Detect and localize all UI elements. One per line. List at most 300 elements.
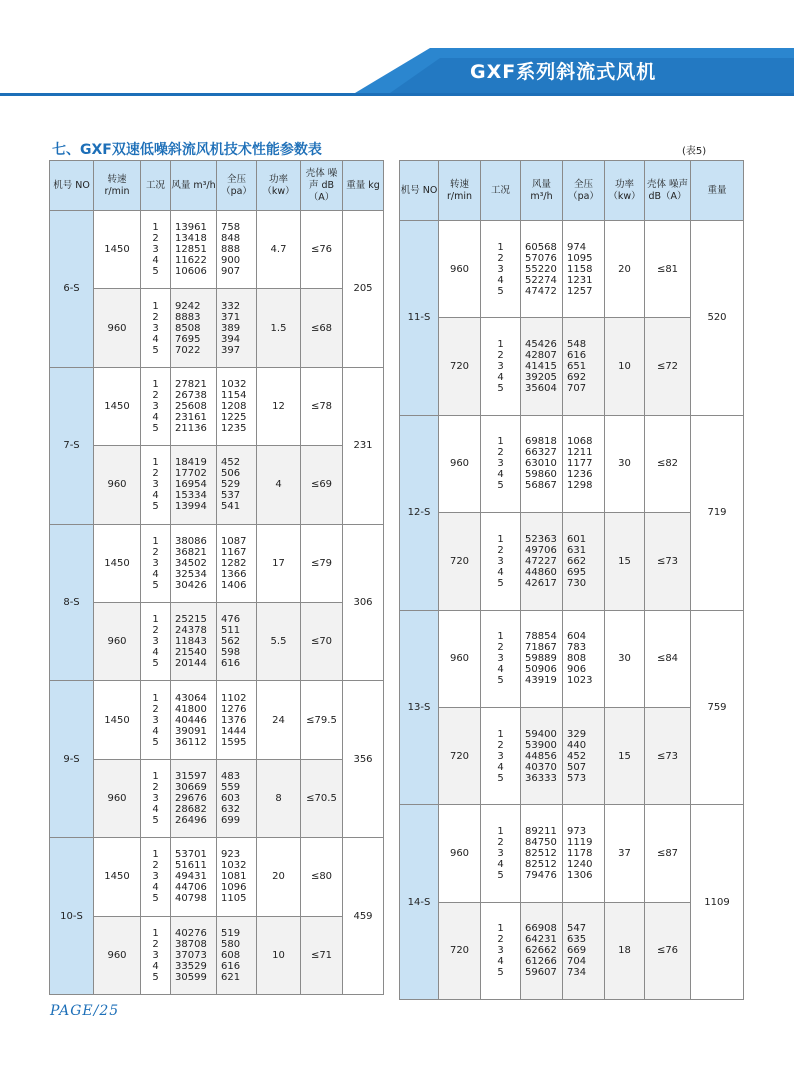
pressure-value: 547 [567, 923, 587, 935]
airflow-value: 33529 [175, 960, 207, 972]
pressure-value: 1298 [567, 480, 593, 492]
airflow-cell [171, 602, 217, 680]
airflow-value: 40370 [525, 761, 557, 773]
condition-value: 4 [497, 372, 504, 384]
condition-value: 2 [152, 938, 159, 950]
pressure-value: 598 [221, 647, 241, 659]
condition-value: 5 [152, 814, 159, 826]
pressure-value: 452 [221, 457, 241, 469]
pressure-value: 616 [567, 350, 587, 362]
airflow-value: 47472 [525, 285, 557, 297]
airflow-value: 36112 [175, 736, 207, 748]
airflow-cell [171, 759, 217, 837]
pressure-value: 632 [221, 803, 241, 815]
pressure-value: 888 [221, 244, 241, 256]
pressure-value: 1081 [221, 871, 247, 883]
speed-row [50, 211, 384, 289]
pressure-cell [217, 367, 257, 445]
airflow-value: 36821 [175, 546, 207, 558]
airflow-value: 64231 [525, 934, 557, 946]
speed-row [50, 681, 384, 759]
speed-cell: 960 [439, 805, 481, 902]
power-cell: 20 [605, 221, 645, 318]
pressure-value: 394 [221, 333, 241, 345]
pressure-value: 1102 [221, 692, 247, 704]
pressure-value: 1032 [221, 378, 247, 390]
airflow-value: 38086 [175, 535, 207, 547]
speed-row [400, 805, 744, 902]
model-cell: 14-S [400, 805, 439, 1000]
condition-value: 1 [152, 457, 159, 469]
condition-cell [481, 902, 521, 999]
pressure-cell [217, 211, 257, 289]
airflow-value: 43064 [175, 692, 207, 704]
pressure-value: 1306 [567, 870, 593, 882]
col-weight: 重量 kg [343, 161, 384, 211]
speed-cell: 960 [94, 446, 141, 524]
condition-value: 4 [152, 882, 159, 894]
pressure-value: 507 [567, 761, 587, 773]
airflow-value: 43919 [525, 675, 557, 687]
airflow-value: 11622 [175, 255, 207, 267]
airflow-value: 49706 [525, 544, 557, 556]
pressure-value: 1105 [221, 893, 247, 905]
speed-cell: 720 [439, 902, 481, 999]
power-cell: 4.7 [257, 211, 301, 289]
airflow-value: 78854 [525, 631, 557, 643]
condition-value: 4 [497, 956, 504, 968]
speed-cell: 1450 [94, 681, 141, 759]
speed-row [50, 602, 384, 680]
condition-value: 5 [152, 344, 159, 356]
pressure-value: 616 [221, 960, 241, 972]
power-cell: 10 [257, 916, 301, 994]
condition-value: 3 [152, 949, 159, 961]
noise-cell: ≤79.5 [301, 681, 343, 759]
pressure-cell [217, 289, 257, 367]
pressure-value: 1096 [221, 882, 247, 894]
airflow-cell [171, 211, 217, 289]
pressure-value: 758 [221, 222, 241, 234]
airflow-value: 18419 [175, 457, 207, 469]
airflow-value: 52274 [525, 274, 557, 286]
condition-value: 3 [497, 653, 504, 665]
weight-cell: 520 [691, 221, 744, 416]
condition-value: 4 [152, 647, 159, 659]
pressure-cell [217, 681, 257, 759]
pressure-value: 1406 [221, 579, 247, 591]
pressure-value: 1208 [221, 400, 247, 412]
airflow-value: 26496 [175, 814, 207, 826]
airflow-value: 69818 [525, 436, 557, 448]
condition-value: 2 [152, 860, 159, 872]
pressure-cell [563, 707, 605, 804]
power-cell: 37 [605, 805, 645, 902]
condition-value: 4 [152, 411, 159, 423]
condition-value: 5 [152, 266, 159, 278]
airflow-cell [171, 681, 217, 759]
airflow-value: 37073 [175, 949, 207, 961]
speed-cell: 960 [439, 221, 481, 318]
pressure-value: 1068 [567, 436, 593, 448]
airflow-cell [171, 838, 217, 916]
pressure-value: 1282 [221, 557, 247, 569]
speed-cell: 960 [94, 602, 141, 680]
airflow-value: 25608 [175, 400, 207, 412]
weight-cell: 759 [691, 610, 744, 805]
condition-value: 5 [497, 383, 504, 395]
condition-cell [141, 681, 171, 759]
pressure-value: 397 [221, 344, 241, 356]
condition-value: 2 [152, 703, 159, 715]
condition-value: 1 [152, 378, 159, 390]
pressure-value: 651 [567, 361, 587, 373]
pressure-value: 906 [567, 664, 587, 676]
condition-value: 5 [497, 772, 504, 784]
weight-cell: 719 [691, 415, 744, 610]
pressure-value: 730 [567, 577, 587, 589]
airflow-value: 31597 [175, 770, 207, 782]
power-cell: 15 [605, 707, 645, 804]
airflow-value: 79476 [525, 870, 557, 882]
speed-cell: 960 [439, 610, 481, 707]
condition-value: 5 [152, 422, 159, 434]
airflow-value: 17702 [175, 468, 207, 480]
airflow-value: 55220 [525, 263, 557, 275]
speed-cell: 720 [439, 318, 481, 415]
pressure-value: 519 [221, 927, 241, 939]
pressure-value: 1257 [567, 285, 593, 297]
noise-cell: ≤76 [645, 902, 691, 999]
col-pressure: 全压 （pa） [217, 161, 257, 211]
pressure-value: 389 [221, 322, 241, 334]
condition-value: 3 [152, 792, 159, 804]
airflow-value: 23161 [175, 411, 207, 423]
noise-cell: ≤70 [301, 602, 343, 680]
left-table-header [50, 161, 384, 211]
airflow-value: 41800 [175, 703, 207, 715]
airflow-value: 36333 [525, 772, 557, 784]
pressure-value: 616 [221, 658, 241, 670]
pressure-value: 662 [567, 555, 587, 567]
airflow-value: 71867 [525, 642, 557, 654]
pressure-value: 848 [221, 233, 241, 245]
condition-value: 1 [497, 339, 504, 351]
noise-cell: ≤72 [645, 318, 691, 415]
condition-value: 1 [497, 923, 504, 935]
speed-row [50, 446, 384, 524]
pressure-value: 1366 [221, 568, 247, 580]
pressure-cell [563, 415, 605, 512]
condition-value: 2 [497, 934, 504, 946]
airflow-cell [521, 513, 563, 610]
condition-value: 2 [497, 350, 504, 362]
condition-value: 2 [497, 544, 504, 556]
speed-row [400, 610, 744, 707]
pressure-value: 1444 [221, 725, 247, 737]
pressure-value: 900 [221, 255, 241, 267]
airflow-value: 30599 [175, 971, 207, 983]
airflow-value: 62662 [525, 945, 557, 957]
airflow-value: 44706 [175, 882, 207, 894]
pressure-value: 573 [567, 772, 587, 784]
airflow-value: 8508 [175, 322, 201, 334]
speed-row [50, 289, 384, 367]
pressure-value: 1032 [221, 860, 247, 872]
pressure-value: 1235 [221, 422, 247, 434]
noise-cell: ≤80 [301, 838, 343, 916]
airflow-value: 21540 [175, 647, 207, 659]
airflow-value: 66327 [525, 447, 557, 459]
airflow-value: 11843 [175, 636, 207, 648]
pressure-value: 907 [221, 266, 241, 278]
condition-value: 2 [152, 781, 159, 793]
condition-cell [481, 221, 521, 318]
noise-cell: ≤68 [301, 289, 343, 367]
pressure-value: 529 [221, 479, 241, 491]
airflow-value: 29676 [175, 792, 207, 804]
airflow-cell [171, 289, 217, 367]
condition-cell [481, 513, 521, 610]
condition-cell [481, 318, 521, 415]
pressure-value: 734 [567, 967, 587, 979]
condition-value: 1 [152, 614, 159, 626]
condition-cell [141, 916, 171, 994]
power-cell: 5.5 [257, 602, 301, 680]
condition-value: 3 [497, 555, 504, 567]
pressure-value: 1158 [567, 263, 593, 275]
pressure-cell [563, 513, 605, 610]
airflow-value: 15334 [175, 490, 207, 502]
col-model: 机号 NO [50, 161, 94, 211]
airflow-value: 82512 [525, 859, 557, 871]
airflow-cell [171, 367, 217, 445]
condition-value: 1 [152, 770, 159, 782]
right-table-header [400, 161, 744, 221]
condition-cell [481, 805, 521, 902]
condition-value: 3 [152, 244, 159, 256]
speed-cell: 960 [94, 759, 141, 837]
power-cell: 18 [605, 902, 645, 999]
pressure-cell [217, 602, 257, 680]
airflow-value: 47227 [525, 555, 557, 567]
condition-value: 5 [152, 736, 159, 748]
condition-value: 4 [152, 568, 159, 580]
condition-value: 3 [497, 945, 504, 957]
speed-cell: 960 [94, 289, 141, 367]
condition-value: 3 [152, 322, 159, 334]
power-cell: 20 [257, 838, 301, 916]
airflow-value: 34502 [175, 557, 207, 569]
pressure-value: 1225 [221, 411, 247, 423]
airflow-value: 40798 [175, 893, 207, 905]
table-note: (表5) [682, 146, 707, 157]
condition-value: 2 [152, 468, 159, 480]
noise-cell: ≤69 [301, 446, 343, 524]
speed-row [50, 524, 384, 602]
airflow-value: 27821 [175, 378, 207, 390]
left-spec-table [49, 160, 384, 995]
pressure-value: 692 [567, 372, 587, 384]
condition-value: 4 [497, 566, 504, 578]
condition-value: 2 [152, 546, 159, 558]
speed-cell: 960 [94, 916, 141, 994]
power-cell: 4 [257, 446, 301, 524]
condition-value: 1 [497, 533, 504, 545]
airflow-value: 12851 [175, 244, 207, 256]
airflow-value: 44856 [525, 750, 557, 762]
condition-value: 2 [152, 233, 159, 245]
pressure-value: 783 [567, 642, 587, 654]
speed-cell: 720 [439, 707, 481, 804]
condition-value: 4 [497, 274, 504, 286]
pressure-cell [217, 916, 257, 994]
pressure-value: 1023 [567, 675, 593, 687]
pressure-cell [217, 524, 257, 602]
speed-cell: 1450 [94, 524, 141, 602]
airflow-cell [521, 415, 563, 512]
condition-cell [141, 602, 171, 680]
condition-value: 4 [152, 960, 159, 972]
condition-cell [141, 367, 171, 445]
col-power: 功率 （kw） [605, 161, 645, 221]
condition-value: 5 [152, 893, 159, 905]
pressure-value: 621 [221, 971, 241, 983]
weight-cell: 1109 [691, 805, 744, 1000]
section-title: 七、GXF双速低噪斜流风机技术性能参数表 [52, 142, 322, 158]
noise-cell: ≤76 [301, 211, 343, 289]
pressure-value: 808 [567, 653, 587, 665]
pressure-cell [217, 838, 257, 916]
model-cell: 7-S [50, 367, 94, 524]
speed-cell: 1450 [94, 838, 141, 916]
pressure-cell [217, 446, 257, 524]
condition-value: 4 [152, 490, 159, 502]
condition-value: 5 [497, 577, 504, 589]
condition-value: 5 [497, 870, 504, 882]
airflow-value: 7022 [175, 344, 201, 356]
airflow-value: 32534 [175, 568, 207, 580]
pressure-value: 974 [567, 241, 587, 253]
airflow-value: 40276 [175, 927, 207, 939]
pressure-value: 608 [221, 949, 241, 961]
airflow-value: 7695 [175, 333, 201, 345]
pressure-cell [563, 610, 605, 707]
condition-value: 4 [497, 761, 504, 773]
airflow-value: 42617 [525, 577, 557, 589]
pressure-value: 371 [221, 311, 241, 323]
power-cell: 12 [257, 367, 301, 445]
pressure-value: 511 [221, 625, 241, 637]
airflow-cell [171, 916, 217, 994]
noise-cell: ≤82 [645, 415, 691, 512]
airflow-cell [521, 221, 563, 318]
speed-row [50, 759, 384, 837]
condition-value: 3 [497, 458, 504, 470]
right-spec-table [399, 160, 744, 1000]
condition-value: 2 [152, 311, 159, 323]
airflow-value: 25215 [175, 614, 207, 626]
pressure-value: 452 [567, 750, 587, 762]
airflow-value: 53701 [175, 849, 207, 861]
airflow-value: 82512 [525, 848, 557, 860]
condition-value: 3 [497, 263, 504, 275]
power-cell: 30 [605, 610, 645, 707]
pressure-value: 1167 [221, 546, 247, 558]
condition-value: 5 [497, 967, 504, 979]
pressure-value: 506 [221, 468, 241, 480]
pressure-value: 332 [221, 300, 241, 312]
airflow-cell [521, 805, 563, 902]
noise-cell: ≤87 [645, 805, 691, 902]
speed-cell: 1450 [94, 211, 141, 289]
weight-cell: 231 [343, 367, 384, 524]
airflow-value: 30426 [175, 579, 207, 591]
power-cell: 1.5 [257, 289, 301, 367]
airflow-value: 30669 [175, 781, 207, 793]
pressure-value: 603 [221, 792, 241, 804]
airflow-value: 61266 [525, 956, 557, 968]
page-number: PAGE/25 [50, 1003, 120, 1019]
airflow-value: 53900 [525, 739, 557, 751]
weight-cell: 459 [343, 838, 384, 995]
condition-cell [141, 759, 171, 837]
power-cell: 17 [257, 524, 301, 602]
airflow-value: 66908 [525, 923, 557, 935]
noise-cell: ≤84 [645, 610, 691, 707]
airflow-value: 59860 [525, 469, 557, 481]
airflow-value: 13961 [175, 222, 207, 234]
pressure-value: 1087 [221, 535, 247, 547]
airflow-value: 13418 [175, 233, 207, 245]
pressure-cell [563, 318, 605, 415]
pressure-value: 1595 [221, 736, 247, 748]
airflow-value: 13994 [175, 501, 207, 513]
pressure-value: 537 [221, 490, 241, 502]
airflow-value: 21136 [175, 422, 207, 434]
pressure-value: 1095 [567, 252, 593, 264]
pressure-value: 699 [221, 814, 241, 826]
pressure-value: 973 [567, 826, 587, 838]
condition-value: 3 [497, 750, 504, 762]
pressure-value: 695 [567, 566, 587, 578]
pressure-value: 580 [221, 938, 241, 950]
condition-value: 4 [152, 255, 159, 267]
airflow-value: 28682 [175, 803, 207, 815]
pressure-value: 440 [567, 739, 587, 751]
condition-value: 2 [497, 447, 504, 459]
condition-value: 2 [152, 389, 159, 401]
condition-cell [141, 524, 171, 602]
condition-value: 1 [497, 436, 504, 448]
condition-value: 1 [152, 535, 159, 547]
condition-value: 3 [152, 400, 159, 412]
condition-value: 1 [152, 222, 159, 234]
airflow-value: 39205 [525, 372, 557, 384]
pressure-value: 1276 [221, 703, 247, 715]
pressure-value: 923 [221, 849, 241, 861]
pressure-value: 476 [221, 614, 241, 626]
noise-cell: ≤71 [301, 916, 343, 994]
model-cell: 6-S [50, 211, 94, 368]
condition-value: 1 [497, 826, 504, 838]
condition-value: 2 [497, 252, 504, 264]
airflow-value: 56867 [525, 480, 557, 492]
pressure-cell [563, 902, 605, 999]
condition-value: 4 [152, 803, 159, 815]
col-condition: 工况 [141, 161, 171, 211]
condition-value: 5 [152, 658, 159, 670]
